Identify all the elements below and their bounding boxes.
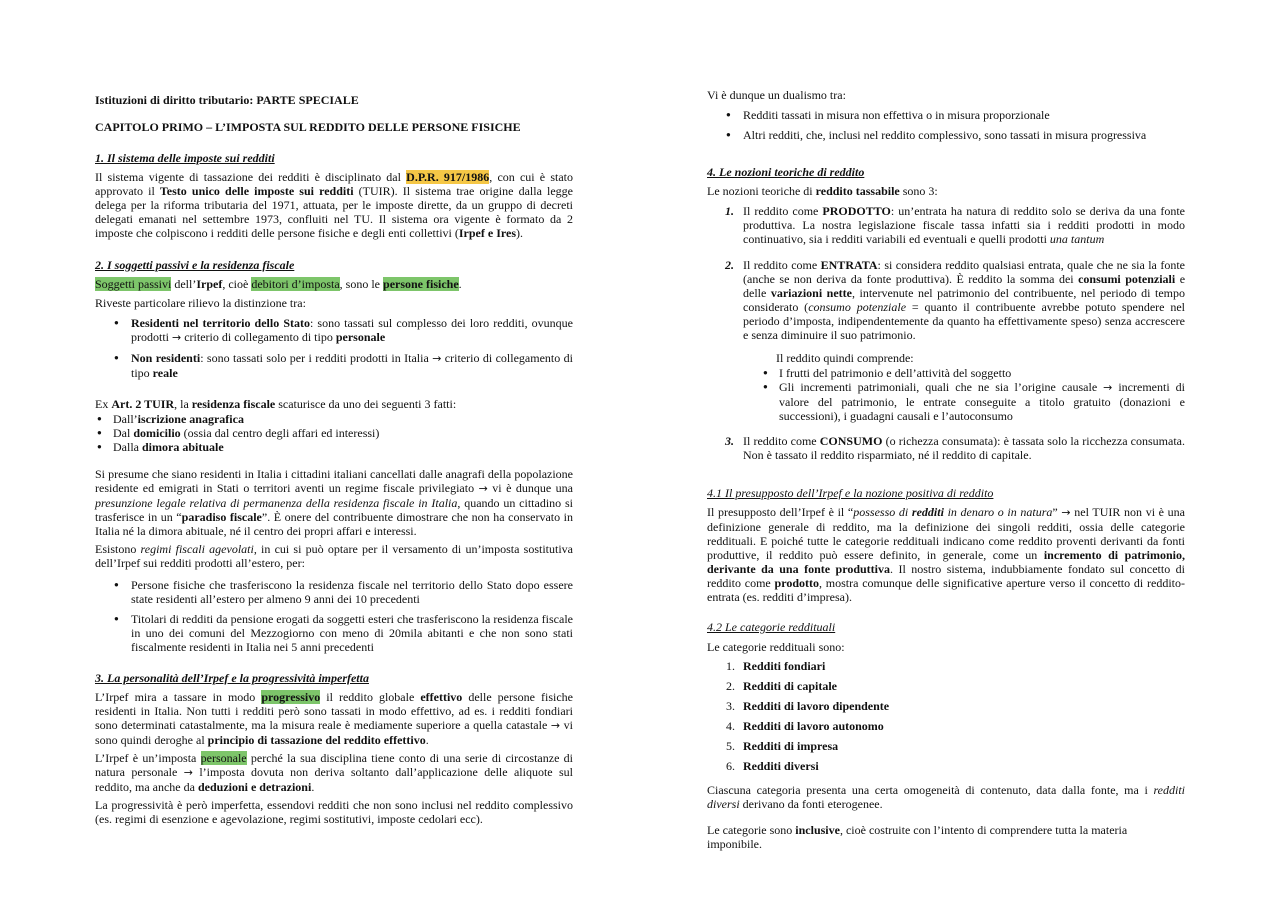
section-4-2-paragraph-1: Ciascuna categoria presenta una certa omogeneità di contenuto, data dalla fonte, ma i redditi diversi derivano da fonti eterogenee.	[707, 783, 1185, 811]
section-4-intro: Le nozioni teoriche di reddito tassabile sono 3:	[707, 184, 938, 198]
category-item	[707, 719, 1185, 733]
category-item	[707, 659, 1185, 673]
dualism-list	[707, 108, 1185, 142]
category-item	[707, 679, 1185, 693]
agevolati-paragraph: Esistono regimi fiscali agevolati, in cui si può optare per il versamento di un’imposta sostitutiva dell’Irpef sui redditi prodotti all’estero, per:	[95, 542, 573, 570]
section-4-1-paragraph: Il presupposto dell’Irpef è il “possesso di redditi in denaro o in natura” → nel TUIR non vi è una definizione generale di reddito, ma la definizione dei singoli redditi, ossia delle categorie reddituali. E poiché tutte le categorie reddituali indicano come reddito proventi derivanti da fonti produttive, il reddito può essere definito, in generale, come un incremento di patrimonio, derivante da una fonte produttiva. Il nostro sistema, indubbiamente fondato sul concetto di reddito come prodotto, mostra comunque delle significative aperture verso il concetto di reddito-entrata (es. redditi d’impresa).	[707, 505, 1185, 604]
section-2-intro: Soggetti passivi dell’Irpef, cioè debitori d’imposta, sono le persone fisiche.	[95, 277, 462, 291]
highlight-dpr: D.P.R. 917/1986	[406, 170, 490, 184]
category-number: 1.	[726, 659, 735, 673]
category-item	[707, 739, 1185, 753]
document-title: Istituzioni di diritto tributario: PARTE SPECIALE	[95, 93, 359, 107]
section-2-heading: 2. I soggetti passivi e la residenza fiscale	[95, 258, 295, 272]
art2-paragraph: Ex Art. 2 TUIR, la residenza fiscale scaturisce da uno dei seguenti 3 fatti:	[95, 397, 457, 411]
list-item: ● I frutti del patrimonio e dell’attività del soggetto	[761, 366, 1185, 380]
list-item: ● Altri redditi, che, inclusi nel reddito complessivo, sono tassati in misura progressiva	[707, 128, 1185, 142]
list-item: ● Titolari di redditi da pensione erogati da soggetti esteri che trasferiscono la residenza fiscale in uno dei comuni del Mezzogiorno con meno di 20mila abitanti e che non sono stati fiscalmente residenti in Italia nei 5 anni precedenti	[95, 612, 573, 654]
category-number: 2.	[726, 679, 735, 693]
right-column	[707, 0, 1185, 905]
section-4-heading: 4. Le nozioni teoriche di reddito	[707, 165, 865, 179]
list-item: 2. Il reddito come ENTRATA: si considera reddito qualsiasi entrata, quale che ne sia la fonte (anche se non deriva da fonte produttiva). È reddito la somma dei consumi potenziali e delle variazioni nette, intervenute nel patrimonio del contribuente, nel periodo di tempo considerato (consumo potenziale = quanto il contribuente avrebbe potuto spendere nel periodo d’imposta, indipendentemente da quanto ha effettivamente speso) senza accrescere e senza diminuire il suo patrimonio.	[725, 258, 1186, 342]
list-item: 3. Il reddito come CONSUMO (o richezza consumata): è tassata solo la ricchezza consumata. Non è tassato il reddito risparmiato, né il reddito di capitale.	[725, 434, 1185, 462]
dualism-intro: Vi è dunque un dualismo tra:	[707, 88, 846, 102]
chapter-title: CAPITOLO PRIMO – L’IMPOSTA SUL REDDITO DELLE PERSONE FISICHE	[95, 120, 521, 134]
regimes-list	[95, 578, 573, 654]
section-4-2-intro: Le categorie reddituali sono:	[707, 640, 845, 654]
income-notions-list-2	[707, 258, 1185, 342]
highlight-soggetti-passivi: Soggetti passivi	[95, 277, 172, 291]
list-item: ● Residenti nel territorio dello Stato: sono tassati sul complesso dei loro redditi, ovunque prodotti → criterio di collegamento di tipo personale	[95, 316, 573, 345]
category-label: Redditi diversi	[743, 759, 819, 773]
list-item: ● Redditi tassati in misura non effettiva o in misura proporzionale	[707, 108, 1185, 122]
section-4-1-heading: 4.1 Il presupposto dell’Irpef e la nozione positiva di reddito	[707, 486, 994, 500]
category-label: Redditi di lavoro dipendente	[743, 699, 890, 713]
section-3-heading: 3. La personalità dell’Irpef e la progressività imperfetta	[95, 671, 369, 685]
list-item: ● Dal domicilio (ossia dal centro degli affari ed interessi)	[95, 426, 573, 440]
list-item: ● Gli incrementi patrimoniali, quali che ne sia l’origine causale → incrementi di valore del patrimonio, le entrate conseguite a titolo gratuito (donazioni e successioni), i guadagni causali e l’autoconsumo	[761, 380, 1185, 423]
highlight-persone-fisiche: persone fisiche	[383, 277, 459, 291]
category-number: 4.	[726, 719, 735, 733]
section-2-distinction: Riveste particolare rilievo la distinzione tra:	[95, 296, 306, 310]
category-label: Redditi di capitale	[743, 679, 838, 693]
section-1-paragraph: Il sistema vigente di tassazione dei redditi è disciplinato dal D.P.R. 917/1986, con cui è stato approvato il Testo unico delle imposte sui redditi (TUIR). Il sistema trae origine dalla legge delega per la riforma tributaria del 1971, attuata, per le imposte dirette, da un gruppo di decreti delegati emanati nel settembre 1973, confluiti nel TU. Il sistema ora vigente è formato da 2 imposte che colpiscono i redditi delle persone fisiche e degli enti collettivi (Irpef e Ires).	[95, 170, 573, 240]
category-item	[707, 699, 1185, 713]
highlight-personale: personale	[200, 751, 247, 765]
highlight-debitori: debitori d’imposta	[251, 277, 340, 291]
presumption-paragraph: Si presume che siano residenti in Italia i cittadini italiani cancellati dalle anagrafi della popolazione residente ed emigrati in Stati o territori aventi un regime fiscale privilegiato → vi è dunque una presunzione legale relativa di permanenza della residenza fiscale in Italia, quando un cittadino si trasferisce in un “paradiso fiscale”. È onere del contribuente dimostrare che non ha conservato in Italia né la dimora abituale, né il centro dei propri affari e interessi.	[95, 467, 573, 538]
category-label: Redditi di lavoro autonomo	[743, 719, 884, 733]
category-number: 6.	[726, 759, 735, 773]
category-label: Redditi fondiari	[743, 659, 826, 673]
income-notions-list-3	[707, 434, 1185, 462]
left-column	[95, 0, 573, 905]
category-label: Redditi di impresa	[743, 739, 839, 753]
income-includes-intro: Il reddito quindi comprende:	[776, 351, 914, 365]
highlight-progressivo: progressivo	[261, 690, 321, 704]
list-item: ● Non residenti: sono tassati solo per i redditi prodotti in Italia → criterio di collegamento di tipo reale	[95, 351, 573, 380]
category-number: 5.	[726, 739, 735, 753]
section-4-2-heading: 4.2 Le categorie reddituali	[707, 620, 836, 634]
residence-list	[95, 316, 573, 380]
income-includes-list	[761, 366, 1185, 423]
section-1-heading: 1. Il sistema delle imposte sui redditi	[95, 151, 275, 165]
facts-list	[95, 412, 573, 454]
list-item: ● Dall’iscrizione anagrafica	[95, 412, 573, 426]
section-3-paragraph-1: L’Irpef mira a tassare in modo progressivo il reddito globale effettivo delle persone fisiche residenti in Italia. Non tutti i redditi però sono tassati in modo effettivo, ad es. i redditi fondiari sono determinati catastalmente, ma la misura reale è mediamente superiore a quella catastale → vi sono quindi deroghe al principio di tassazione del reddito effettivo.	[95, 690, 574, 747]
category-item	[707, 759, 1185, 773]
list-item: ● Persone fisiche che trasferiscono la residenza fiscale nel territorio dello Stato dopo essere state residenti all’estero per almeno 9 anni dei 10 precedenti	[95, 578, 573, 606]
categories-list	[707, 659, 1185, 779]
section-3-paragraph-3: La progressività è però imperfetta, essendovi redditi che non sono inclusi nel reddito complessivo (es. regimi di esenzione e agevolazione, regimi sostitutivi, imposte cedolari ecc).	[95, 798, 573, 826]
section-4-2-paragraph-2: Le categorie sono inclusive, cioè costruite con l’intento di comprendere tutta la materia imponibile.	[707, 823, 1128, 851]
category-number: 3.	[726, 699, 735, 713]
section-3-paragraph-2: L’Irpef è un’imposta personale perché la sua disciplina tiene conto di una serie di circostanze di natura personale → l’imposta dovuta non deriva soltanto dall’applicazione delle aliquote sul reddito, ma anche da deduzioni e detrazioni.	[95, 751, 574, 794]
list-item: 1. Il reddito come PRODOTTO: un’entrata ha natura di reddito solo se deriva da una fonte produttiva. La nostra legislazione fiscale tassa infatti sia i redditi prodotti in modo continuativo, sia i redditi variabili ed eventuali e quelli prodotti una tantum	[725, 204, 1185, 246]
list-item: ● Dalla dimora abituale	[95, 440, 573, 454]
income-notions-list-1	[707, 204, 1185, 246]
